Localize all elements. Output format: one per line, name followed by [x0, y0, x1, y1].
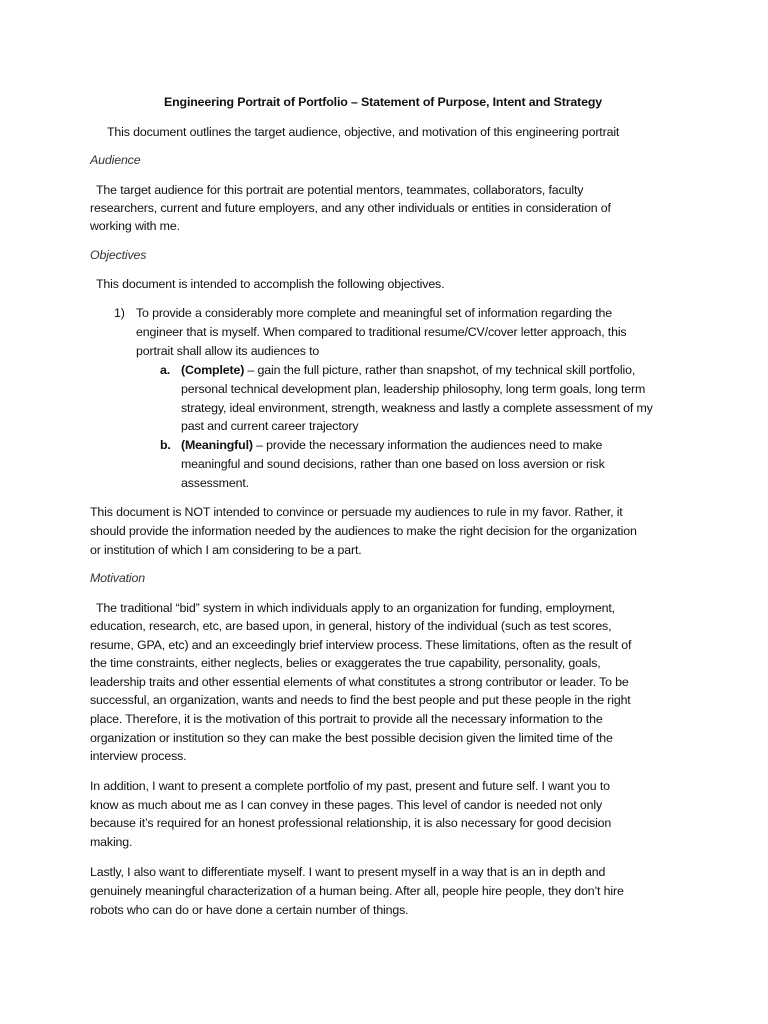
document-title: Engineering Portrait of Portfolio – Statement of Purpose, Intent and Strategy — [164, 95, 602, 109]
motivation-p2-line: making. — [90, 835, 133, 849]
objectives-heading: Objectives — [90, 248, 147, 262]
audience-line: The target audience for this portrait are potential mentors, teammates, collaborators, faculty — [96, 183, 584, 197]
sublist-item-line: assessment. — [181, 476, 249, 490]
motivation-p1-line: place. Therefore, it is the motivation of this portrait to provide all the necessary information to the — [90, 712, 603, 726]
motivation-p1-line: The traditional “bid” system in which individuals apply to an organization for funding, employment, — [96, 601, 615, 615]
audience-line: researchers, current and future employers, and any other individuals or entities in consideration of — [90, 201, 611, 215]
list-item-line: To provide a considerably more complete and meaningful set of information regarding the — [136, 306, 612, 320]
motivation-p3-line: robots who can do or have done a certain number of things. — [90, 903, 409, 917]
sublist-item-line: personal technical development plan, leadership philosophy, long term goals, long term — [181, 382, 646, 396]
motivation-p3-line: genuinely meaningful characterization of a human being. After all, people hire people, they don’t hire — [90, 884, 624, 898]
motivation-p2-line: In addition, I want to present a complete portfolio of my past, present and future self. I want you to — [90, 779, 610, 793]
motivation-p1-line: successful, an organization, wants and needs to find the best people and put these people in the right — [90, 693, 631, 707]
motivation-p2-line: because it’s required for an honest professional relationship, it is also necessary for good decision — [90, 816, 612, 830]
objectives-note-line: or institution of which I am considering to be a part. — [90, 543, 362, 557]
motivation-p1-line: resume, GPA, etc) and an exceedingly brief interview process. These limitations, often as the result of — [90, 638, 632, 652]
sublist-item-text: – provide the necessary information the audiences need to make — [252, 438, 603, 452]
sublist-item-line: meaningful and sound decisions, rather than one based on loss aversion or risk — [181, 457, 605, 471]
motivation-p1-line: leadership traits and other essential elements of what constitutes a strong contributor or leader. To be — [90, 675, 629, 689]
list-item-line: engineer that is myself. When compared to traditional resume/CV/cover letter approach, this — [136, 325, 627, 339]
sublist-item-term: (Complete) — [181, 363, 245, 377]
motivation-p3-line: Lastly, I also want to differentiate myself. I want to present myself in a way that is an in depth and — [90, 865, 606, 879]
sublist-item-term: (Meaningful) — [181, 438, 253, 452]
sublist-item-line: strategy, ideal environment, strength, weakness and lastly a complete assessment of my — [181, 401, 653, 415]
motivation-heading: Motivation — [90, 571, 145, 585]
motivation-p1-line: the time constraints, either neglects, belies or exaggerates the true capability, personality, goals, — [90, 656, 601, 670]
motivation-p2-line: know as much about me as I can convey in these pages. This level of candor is needed not only — [90, 798, 603, 812]
audience-line: working with me. — [90, 219, 180, 233]
sublist-item-text: – gain the full picture, rather than snapshot, of my technical skill portfolio, — [244, 363, 636, 377]
objectives-note-line: This document is NOT intended to convince or persuade my audiences to rule in my favor. Rather, it — [90, 505, 623, 519]
motivation-p1-line: interview process. — [90, 749, 187, 763]
objectives-intro: This document is intended to accomplish the following objectives. — [96, 277, 445, 291]
sublist-item-marker: b. — [160, 438, 171, 452]
motivation-p1-line: organization or institution so they can make the best possible decision given the limited time of the — [90, 731, 613, 745]
sublist-item-marker: a. — [160, 363, 171, 377]
sublist-item-line: past and current career trajectory — [181, 419, 359, 433]
motivation-p1-line: education, research, etc, are based upon, in general, history of the individual (such as test scores, — [90, 619, 612, 633]
sublist-item-line — [181, 437, 602, 453]
list-item-marker: 1) — [114, 306, 125, 320]
objectives-note-line: should provide the information needed by the audiences to make the right decision for the organization — [90, 524, 637, 538]
sublist-item-line — [181, 362, 635, 378]
document-intro: This document outlines the target audience, objective, and motivation of this engineering portrait — [107, 125, 620, 139]
list-item-line: portrait shall allow its audiences to — [136, 344, 320, 358]
audience-heading: Audience — [90, 153, 141, 167]
